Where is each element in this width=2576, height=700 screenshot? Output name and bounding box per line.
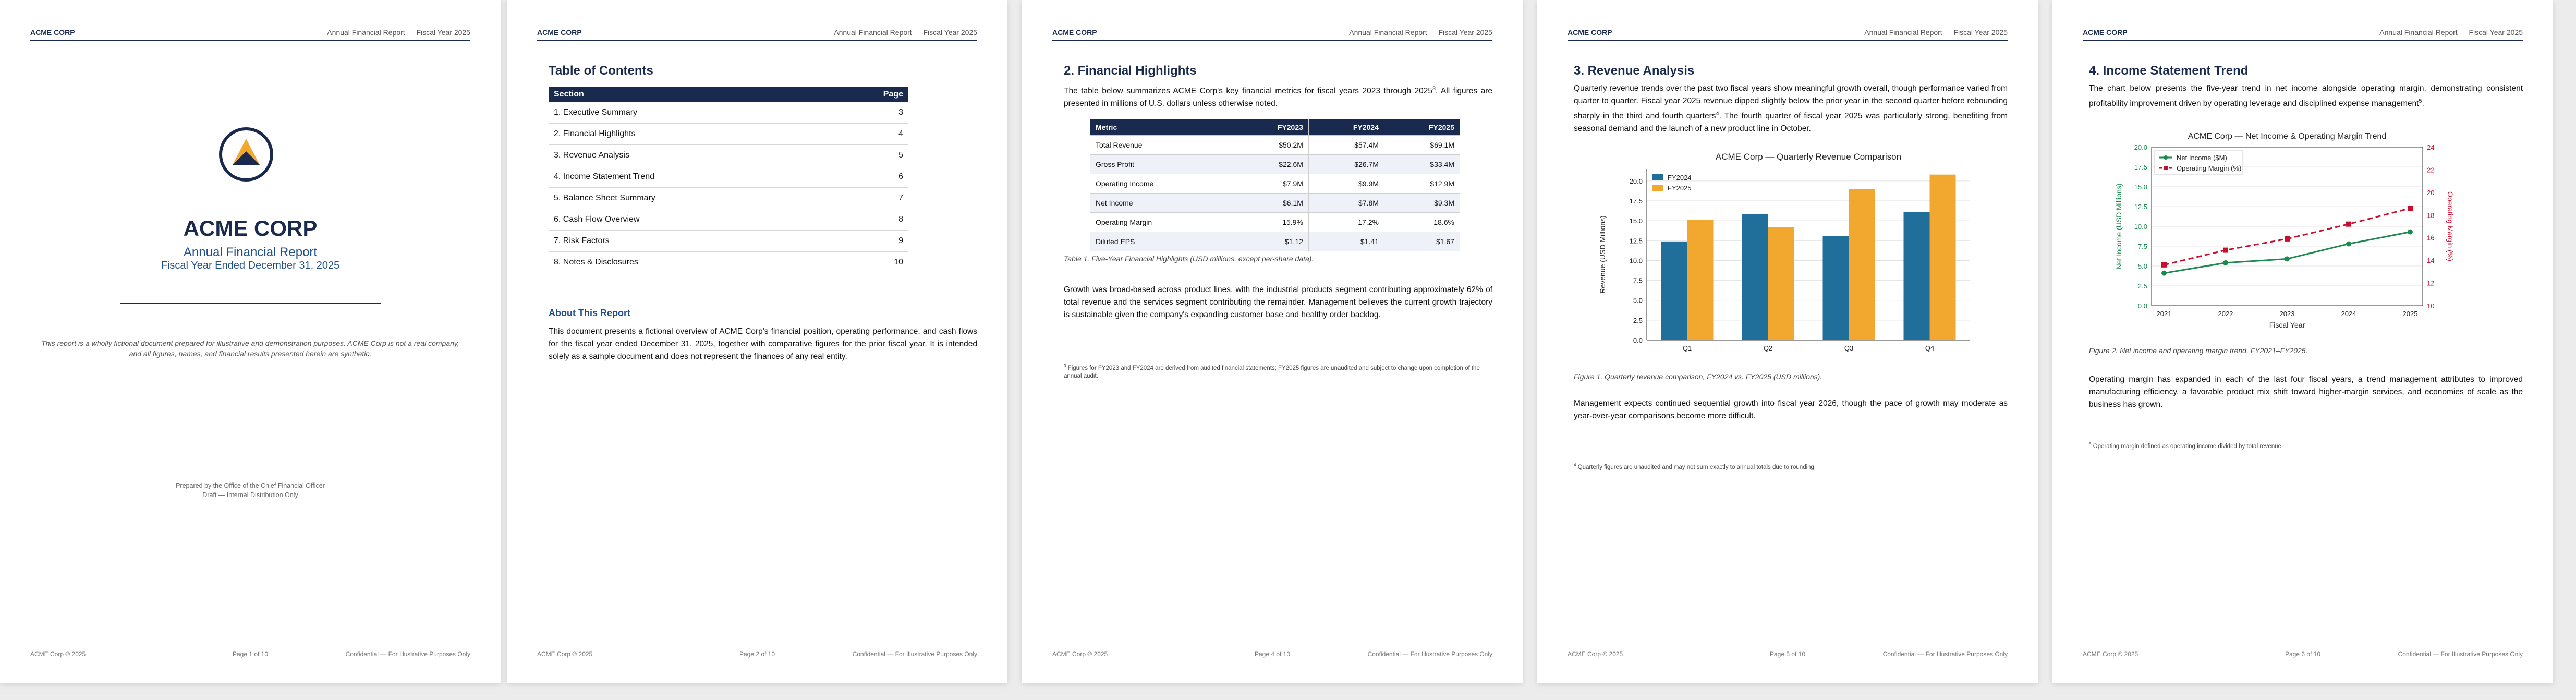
toc-title: Table of Contents (549, 64, 653, 78)
x-tick-label: 2022 (2218, 310, 2233, 318)
table-row (1090, 194, 1460, 213)
intro-text-end: . (2422, 99, 2424, 108)
toc-page: 5 (832, 145, 908, 166)
table-row (1090, 232, 1460, 251)
data-point (2161, 271, 2167, 276)
revenue-body: Management expects continued sequential growth into fiscal year 2026, though the pace of growth may moderate as year-over-year comparisons become more difficult. (1574, 399, 2008, 420)
table-header-row (1090, 119, 1460, 136)
metric-value: $69.1M (1384, 136, 1460, 155)
footer-copyright: ACME Corp © 2025 (1052, 650, 1108, 658)
bar-fy2025 (1768, 227, 1794, 340)
bar-fy2024 (1661, 242, 1687, 340)
x-axis-label: Fiscal Year (2269, 321, 2305, 329)
table-row (1090, 213, 1460, 232)
bar-fy2024 (1742, 214, 1768, 340)
toc-row[interactable] (549, 166, 908, 188)
intro-text-end: . The fourth quarter of fiscal year 2025 was particularly strong, benefiting from seasonal demand and the launch of a new product line in October. (1574, 112, 2008, 134)
footer-copyright: ACME Corp © 2025 (30, 650, 86, 658)
x-tick-label: 2021 (2156, 310, 2172, 318)
figure-caption: Figure 2. Net income and operating margin trend, FY2021–FY2025. (2089, 346, 2308, 355)
y-left-tick-label: 2.5 (2137, 282, 2147, 290)
intro-text: The chart below presents the five-year trend in net income alongside operating margin, demonstrating consistent profitability improvement driven by operating leverage and disciplined expense management (2089, 84, 2523, 108)
toc-section[interactable]: 7. Risk Factors (549, 231, 832, 252)
toc-section[interactable]: 1. Executive Summary (549, 102, 832, 124)
footnote-text: Quarterly figures are unaudited and may not sum exactly to annual totals due to rounding. (1577, 464, 1816, 470)
data-point (2346, 222, 2351, 227)
metric-value: $7.9M (1233, 174, 1308, 194)
metric-value: 18.6% (1384, 213, 1460, 232)
footer-confidential: Confidential — For Illustrative Purposes Only (852, 650, 977, 658)
x-tick-label: 2023 (2279, 310, 2295, 318)
intro-text: Quarterly revenue trends over the past two fiscal years show meaningful growth overall, though performance varied from quarter to quarter. Fiscal year 2025 revenue dipped slightly below the prior year in the second quarter before rebounding sharply in the third and fourth quarters (1574, 84, 2008, 121)
table-row (1090, 136, 1460, 155)
y-left-tick-label: 17.5 (2134, 163, 2147, 171)
header-doc-title: Annual Financial Report — Fiscal Year 2025 (834, 28, 977, 37)
toc-row[interactable] (549, 145, 908, 166)
data-point (2285, 236, 2290, 242)
bar-fy2025 (1930, 175, 1956, 340)
y-right-axis-label: Operating Margin (%) (2446, 191, 2455, 261)
metric-value: 17.2% (1308, 213, 1384, 232)
y-right-tick-label: 18 (2427, 211, 2435, 220)
toc-page: 10 (832, 252, 908, 273)
toc-section[interactable]: 5. Balance Sheet Summary (549, 188, 832, 209)
cover-date: Fiscal Year Ended December 31, 2025 (161, 260, 340, 271)
section-title: 4. Income Statement Trend (2089, 64, 2249, 78)
page-header (2083, 28, 2523, 41)
toc-page: 3 (832, 102, 908, 124)
page-footer (2083, 646, 2523, 661)
toc-row[interactable] (549, 209, 908, 231)
y-right-tick-label: 16 (2427, 234, 2435, 242)
cover-disclaimer: This report is a wholly fictional document prepared for illustrative and demonstration purposes. ACME Corp is not a real company, and all figures, names, and financial results presented herein are synthetic. (41, 339, 459, 358)
toc-col-section: Section (549, 87, 832, 102)
header-company: ACME CORP (30, 28, 75, 37)
table-row (1090, 174, 1460, 194)
bar-fy2024 (1904, 212, 1930, 340)
toc-page: 7 (832, 188, 908, 209)
metric-name: Operating Margin (1090, 213, 1233, 232)
metric-value: $9.9M (1308, 174, 1384, 194)
footnote (2089, 440, 2523, 451)
metric-name: Operating Income (1090, 174, 1233, 194)
metric-value: 15.9% (1233, 213, 1308, 232)
page-toc (507, 0, 1007, 683)
page-footer (537, 646, 977, 661)
footer-page-number: Page 5 of 10 (1769, 650, 1806, 658)
toc-row[interactable] (549, 252, 908, 273)
metric-value: $26.7M (1308, 155, 1384, 174)
metric-value: $1.67 (1384, 232, 1460, 251)
x-tick-label: Q2 (1763, 344, 1773, 352)
y-left-tick-label: 7.5 (2137, 243, 2147, 250)
data-point (2346, 241, 2351, 246)
y-tick-label: 20.0 (1629, 177, 1643, 185)
header-doc-title: Annual Financial Report — Fiscal Year 2025 (2379, 28, 2523, 37)
y-tick-label: 0.0 (1633, 336, 1643, 344)
toc-row[interactable] (549, 231, 908, 252)
toc-section[interactable]: 8. Notes & Disclosures (549, 252, 832, 273)
toc-page: 4 (832, 124, 908, 145)
footer-page-number: Page 2 of 10 (739, 650, 775, 658)
cover-divider (120, 303, 381, 304)
col-metric: Metric (1090, 119, 1233, 136)
chart-title: ACME Corp — Quarterly Revenue Comparison (1715, 152, 1902, 162)
y-tick-label: 5.0 (1633, 296, 1643, 305)
x-tick-label: Q4 (1925, 344, 1935, 352)
legend-label: FY2024 (1668, 174, 1692, 182)
y-left-tick-label: 20.0 (2134, 143, 2147, 151)
footer-confidential: Confidential — For Illustrative Purposes Only (1882, 650, 2008, 658)
footnote-ref[interactable]: 4 (1716, 111, 1719, 117)
y-left-axis-label: Net Income (USD Millions) (2115, 183, 2123, 270)
footnote-ref[interactable]: 5 (2419, 98, 2422, 104)
col-fy2024: FY2024 (1308, 119, 1384, 136)
page-income-trend (2052, 0, 2553, 683)
legend-swatch (1652, 174, 1663, 180)
footer-page-number: Page 4 of 10 (1254, 650, 1291, 658)
toc-page: 9 (832, 231, 908, 252)
cover-draft-note: Draft — Internal Distribution Only (202, 491, 298, 499)
toc-table (549, 87, 908, 273)
x-tick-label: 2024 (2341, 310, 2356, 318)
y-axis-label: Revenue (USD Millions) (1598, 215, 1607, 294)
metric-value: $7.8M (1308, 194, 1384, 213)
col-fy2023: FY2023 (1233, 119, 1308, 136)
toc-col-page: Page (832, 87, 908, 102)
metric-value: $1.41 (1308, 232, 1384, 251)
legend-marker (2164, 166, 2168, 170)
triangle-logo-icon (222, 130, 270, 178)
data-point (2285, 256, 2290, 261)
header-doc-title: Annual Financial Report — Fiscal Year 2025 (327, 28, 470, 37)
footer-confidential: Confidential — For Illustrative Purposes Only (2398, 650, 2523, 658)
toc-page: 8 (832, 209, 908, 231)
data-point (2408, 206, 2413, 211)
footnote-number: 5 (2089, 442, 2092, 446)
income-line-chart (2099, 127, 2475, 336)
toc-row[interactable] (549, 124, 908, 145)
metric-value: $57.4M (1308, 136, 1384, 155)
cover-subtitle: Annual Financial Report (183, 245, 318, 259)
page-financial-highlights (1022, 0, 1523, 683)
footnote (1064, 362, 1492, 380)
table-row (1090, 155, 1460, 174)
highlights-table (1090, 119, 1460, 251)
page-header (1568, 28, 2008, 41)
page-footer (30, 646, 470, 661)
y-tick-label: 17.5 (1629, 197, 1643, 206)
data-point (2223, 260, 2228, 265)
x-tick-label: Q3 (1844, 344, 1854, 352)
y-right-tick-label: 14 (2427, 257, 2435, 265)
y-left-tick-label: 5.0 (2137, 262, 2147, 270)
metric-value: $1.12 (1233, 232, 1308, 251)
footnote-ref[interactable]: 3 (1432, 86, 1436, 92)
revenue-bar-chart (1584, 147, 1991, 366)
data-point (2408, 230, 2413, 235)
figure-caption: Figure 1. Quarterly revenue comparison, FY2024 vs. FY2025 (USD millions). (1574, 372, 1822, 381)
bar-fy2025 (1849, 189, 1875, 340)
data-point (2223, 248, 2228, 253)
cover-prepared-by: Prepared by the Office of the Chief Financial Officer (176, 482, 325, 489)
footer-copyright: ACME Corp © 2025 (537, 650, 593, 658)
legend-marker (2164, 155, 2168, 160)
toc-row[interactable] (549, 102, 908, 124)
page-header (1052, 28, 1492, 41)
metric-value: $9.3M (1384, 194, 1460, 213)
metric-name: Total Revenue (1090, 136, 1233, 155)
header-doc-title: Annual Financial Report — Fiscal Year 2025 (1864, 28, 2008, 37)
toc-page: 6 (832, 166, 908, 188)
toc-section[interactable]: 6. Cash Flow Overview (549, 209, 832, 231)
y-left-tick-label: 0.0 (2137, 302, 2147, 310)
bar-fy2025 (1687, 220, 1714, 340)
footer-copyright: ACME Corp © 2025 (1568, 650, 1623, 658)
y-left-tick-label: 12.5 (2134, 203, 2147, 211)
header-doc-title: Annual Financial Report — Fiscal Year 2025 (1349, 28, 1492, 37)
toc-section[interactable]: 4. Income Statement Trend (549, 166, 832, 188)
toc-header-row (549, 87, 908, 102)
y-tick-label: 10.0 (1629, 257, 1643, 265)
footer-page-number: Page 6 of 10 (2285, 650, 2321, 658)
metric-value: $6.1M (1233, 194, 1308, 213)
chart-title: ACME Corp — Net Income & Operating Margin Trend (2188, 132, 2387, 141)
page-footer (1052, 646, 1492, 661)
section-title: 2. Financial Highlights (1064, 64, 1197, 78)
footnote (1574, 461, 2008, 472)
about-text: This document presents a fictional overview of ACME Corp's financial position, operating performance, and cash flows for the fiscal year ended December 31, 2025, together with comparative figures for the prior fiscal year. It is intended solely as a sample document and does not represent the finances of any real entity. (549, 327, 977, 361)
footnote-number: 4 (1574, 463, 1576, 467)
intro-text: The table below summarizes ACME Corp's key financial metrics for fiscal years 2023 through 2025 (1064, 87, 1432, 96)
section-title: 3. Revenue Analysis (1574, 64, 1695, 78)
col-fy2025: FY2025 (1384, 119, 1460, 136)
metric-name: Diluted EPS (1090, 232, 1233, 251)
toc-row[interactable] (549, 188, 908, 209)
data-point (2161, 262, 2167, 268)
y-left-tick-label: 15.0 (2134, 183, 2147, 191)
header-company: ACME CORP (1568, 28, 1612, 37)
table-caption: Table 1. Five-Year Financial Highlights (USD millions, except per-share data). (1064, 255, 1314, 263)
header-company: ACME CORP (1052, 28, 1097, 37)
cover-title: ACME CORP (183, 216, 318, 240)
income-body: Operating margin has expanded in each of the last four fiscal years, a trend management attributes to improved manufacturing efficiency, a favorable product mix shift toward higher-margin services, and economies of scale as the business has grown. (2089, 375, 2523, 409)
footer-copyright: ACME Corp © 2025 (2083, 650, 2138, 658)
metric-value: $12.9M (1384, 174, 1460, 194)
x-tick-label: Q1 (1682, 344, 1692, 352)
footnote-text: Operating margin defined as operating income divided by total revenue. (2093, 443, 2283, 450)
about-title: About This Report (549, 308, 630, 318)
page-header (30, 28, 470, 41)
intro-text-end: . All figures are presented in millions of U.S. dollars unless otherwise noted. (1064, 87, 1492, 108)
y-right-tick-label: 24 (2427, 143, 2435, 151)
page-revenue-analysis (1537, 0, 2038, 683)
bar-fy2024 (1823, 236, 1849, 340)
y-right-tick-label: 10 (2427, 302, 2435, 310)
page-cover (0, 0, 501, 683)
legend-label: FY2025 (1668, 184, 1692, 192)
legend-swatch (1652, 185, 1663, 191)
metric-value: $33.4M (1384, 155, 1460, 174)
company-logo (219, 127, 273, 182)
x-tick-label: 2025 (2402, 310, 2418, 318)
footer-confidential: Confidential — For Illustrative Purposes Only (1367, 650, 1492, 658)
legend-label: Operating Margin (%) (2177, 164, 2242, 172)
highlights-intro (1064, 82, 1492, 110)
header-company: ACME CORP (2083, 28, 2128, 37)
metric-name: Gross Profit (1090, 155, 1233, 174)
header-company: ACME CORP (537, 28, 582, 37)
toc-section[interactable]: 2. Financial Highlights (549, 124, 832, 145)
legend-label: Net Income ($M) (2177, 154, 2227, 162)
y-left-tick-label: 10.0 (2134, 223, 2147, 231)
y-right-tick-label: 22 (2427, 166, 2435, 174)
highlights-body: Growth was broad-based across product lines, with the industrial products segment contributing approximately 62% of total revenue and the services segment contributing the remainder. Management believes the current growth trajectory is sustainable given the company's expanding customer base and healthy order backlog. (1064, 285, 1492, 319)
footnote-number: 3 (1064, 364, 1066, 368)
y-tick-label: 2.5 (1633, 316, 1643, 324)
y-tick-label: 15.0 (1629, 217, 1643, 225)
income-intro (2089, 82, 2523, 110)
y-tick-label: 12.5 (1629, 237, 1643, 245)
y-tick-label: 7.5 (1633, 276, 1643, 285)
y-right-tick-label: 20 (2427, 188, 2435, 197)
page-footer (1568, 646, 2008, 661)
footer-page-number: Page 1 of 10 (232, 650, 269, 658)
metric-value: $22.6M (1233, 155, 1308, 174)
y-right-tick-label: 12 (2427, 279, 2435, 287)
footer-confidential: Confidential — For Illustrative Purposes Only (345, 650, 470, 658)
metric-value: $50.2M (1233, 136, 1308, 155)
metric-name: Net Income (1090, 194, 1233, 213)
page-header (537, 28, 977, 41)
footnote-text: Figures for FY2023 and FY2024 are derived from audited financial statements; FY2025 figures are unaudited and subject to change upon completion of the annual audit. (1064, 365, 1480, 379)
toc-section[interactable]: 3. Revenue Analysis (549, 145, 832, 166)
revenue-intro (1574, 82, 2008, 135)
